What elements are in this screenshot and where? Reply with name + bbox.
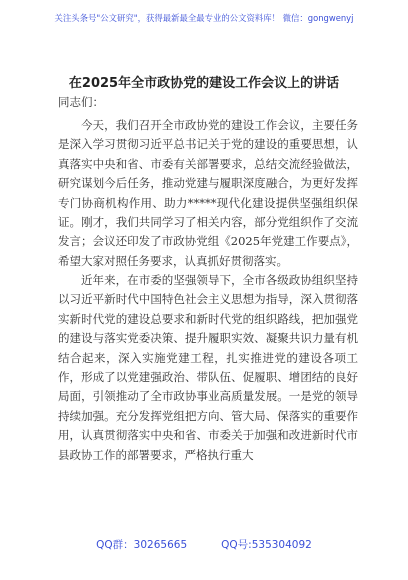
- qq-number-text: QQ号:535304092: [221, 539, 312, 551]
- qq-group-text: QQ群：30265665: [96, 539, 188, 551]
- page-title: 在2025年全市政协党的建设工作会议上的讲话: [68, 76, 340, 91]
- paragraph: 今天，我们召开全市政协党的建设工作会议，主要任务是深入学习贯彻习近平总书记关于党的建设的重要思想，认真落实中央和省、市委有关部署要求，总结交流经验做法，研究谋划今后任务，推动党建与履职深度融合，为更好发挥专门协商机构作用、助力*****现代化建设提供坚强组织保证。刚才，我们共同学习了相关内容，部分党组织作了交流发言；会议还印发了市政协党组《2025年党建工作要点》，希望大家对照任务要求，认真抓好贯彻落实。: [58, 118, 358, 268]
- paragraph: 近年来，在市委的坚强领导下，全市各级政协组织坚持以习近平新时代中国特色社会主义思想为指导，深入贯彻落实新时代党的建设总要求和新时代党的组织路线，把加强党的建设与落实党委决策、提升履职实效、凝聚共识力量有机结合起来，深入实施党建工程，扎实推进党的建设各项工作，形成了以党建强政治、带队伍、促履职、增团结的良好局面，引领推动了全市政协事业高质量发展。一是党的领导持续加强。充分发挥党组把方向、管大局、保落实的重要作用，认真贯彻落实中央和省、市委关于加强和改进新时代市县政协工作的部署要求，严格执行重大: [58, 273, 358, 462]
- header-note: 关注头条号"公文研究"，获得最新最全最专业的公文资料库！ 微信：gongwenyj: [54, 13, 354, 23]
- salutation: 同志们：: [58, 95, 104, 109]
- footer-contact: [0, 537, 408, 552]
